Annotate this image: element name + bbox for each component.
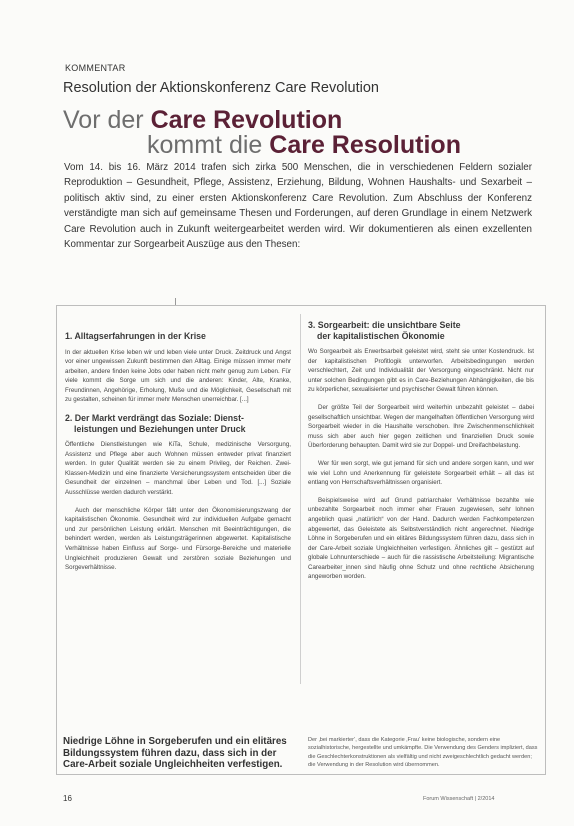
section-heading-1: 1. Alltagserfahrungen in der Krise xyxy=(65,331,206,341)
crop-mark xyxy=(175,298,176,305)
article-subheading: Resolution der Aktionskonferenz Care Revolution xyxy=(63,80,379,96)
title-line-1: Vor der Care Revolution xyxy=(63,106,343,134)
section-3-text-1: Wo Sorgearbeit als Erwerbsarbeit geleistet wird, steht sie unter Kostendruck. Ist der kapitalistischen Profitlogik unterworfen. Arbeitsbedingungen werden verschlechtert, Zeit und Individualität der Versorgung eingeschränkt. Nicht nur unter solchen Bedingungen gibt es in Care-Beziehungen Abhängigkeiten, die bis zu körperlicher, sexualisierter und psychischer Gewalt führen können. xyxy=(308,348,534,394)
page-number: 16 xyxy=(63,794,72,803)
theses-box xyxy=(56,305,546,775)
article-title xyxy=(63,108,461,158)
section-3-text-2: Der größte Teil der Sorgearbeit wird weiterhin unbezahlt geleistet – dabei gesellschaftlich unsichtbar. Wegen der mangelhaften öffentlichen Versorgung wird Sorgearbeit wieder in die Haushalte verschoben. Ihre Zwischenmenschlichkeit muss sich aber auch hier gegen zeitlichen und finanziellen Druck sowie Überforderung behaupten. Damit wird sie zur Doppel- und Dreifachbelastung. xyxy=(308,403,534,450)
section-3-text-4: Beispielsweise wird auf Grund patriarchaler Verhältnisse bezahlte wie unbezahlte Sorgearbeit noch immer eher Frauen zugewiesen, sehr lohnen angeblich quasi „natürlich“ von der Hand. Dadurch werden Fachkompetenzen abgewertet, das Geleistete als Selbstverständlich nicht angerechnet. Niedrige Löhne in Sorgeberufen und ein elitäres Bildungssystem führen dazu, dass sich in der Care-Arbeit soziale Ungleichheiten verfestigen. Ähnliches gilt – gestützt auf globale Lohnunterschiede – auch für die rassistische Arbeitsteilung: Migrantische Carearbeiter_innen sind häufig ohne Schutz und ohne rechtliche Absicherung angeworben worden. xyxy=(308,496,534,581)
section-2-text-1: Öffentliche Dienstleistungen wie KiTa, Schule, medizinische Versorgung, Assistenz und Pflege aber auch Wohnen müssen entweder privat finanziert werden. In guter Qualität werden sie zu einem Privileg, der Reichen. Zwei-Klassen-Medizin und eine finanzierte Versicherungssystem entscheiden über die Gesundheit der einzelnen – manchmal über Leben und Tod. [...] Soziale Ausschlüsse werden dadurch verstärkt. xyxy=(65,441,291,497)
left-column xyxy=(65,331,291,581)
section-heading-3: 3. Sorgearbeit: die unsichtbare Seite der kapitalistischen Ökonomie xyxy=(308,320,461,341)
publication-footer: Forum Wissenschaft | 2/2014 xyxy=(423,796,495,802)
section-1-text: In der aktuellen Krise leben wir und leben viele unter Druck. Zeitdruck und Angst vor einer ungewissen Zukunft bestimmen den Alltag. Einige müssen immer mehr arbeiten, andere finden keine Jobs oder haben nicht mehr genug zum Leben. Für viele kommt die Sorge um sich und die anderen: Kinder, Alte, Kranke, Freundinnen, Angehörige, Erholung, Muße und die Möglichkeit, Gesellschaft mit zu gestalten, scheinen für immer mehr Menschen unerreichbar. [...] xyxy=(65,348,291,404)
column-divider xyxy=(300,314,301,684)
pull-quote: Niedrige Löhne in Sorgeberufen und ein elitäres Bildungssystem führen dazu, dass sich in der Care-Arbeit soziale Ungleichheiten verfestigen. xyxy=(63,736,287,770)
lead-paragraph: Vom 14. bis 16. März 2014 trafen sich zirka 500 Menschen, die in verschiedenen Feldern sozialer Reproduktion – Gesundheit, Pflege, Assistenz, Erziehung, Bildung, Wohnen Haushalts- und Sexarbeit – politisch aktiv sind, zu einer ersten Aktionskonferenz Care Revolution. Zum Abschluss der Konferenz verständigte man sich auf gemeinsame Thesen und Forderungen, auf deren Grundlage in einem Netzwerk Care Revolution auch in Zukunft weitergearbeitet werden wird. Wir dokumentieren als einen exzellenten Kommentar zur Sorgearbeit Auszüge aus den Thesen: xyxy=(64,162,532,251)
footnote: Der ‚bei markierter‘, dass die Kategorie ‚Frau‘ keine biologische, sondern eine sozialhistorische, hergestellte und umkämpfte. Die Verwendung des Genders impliziert, dass die Geschlechterkonstruktionen als vielfältig und nicht zweigeschlechtlich gedacht werden; die Verwendung in der Resolution wird übernommen. xyxy=(308,737,538,769)
section-heading-2: 2. Der Markt verdrängt das Soziale: Dienst- leistungen und Beziehungen unter Druck xyxy=(65,413,246,434)
section-3-text-3: Wer für wen sorgt, wie gut jemand für sich und andere sorgen kann, und wer wie viel Lohn und Anerkennung für geleistete Sorgearbeit erhält – all das ist entlang von Herrschaftsverhältnissen organisiert. xyxy=(308,459,534,487)
right-column xyxy=(308,320,534,590)
section-2-text-2: Auch der menschliche Körper fällt unter den Ökonomisierungszwang der kapitalistischen Ökonomie. Gesundheit wird zur individuellen Aufgabe gemacht und zur persönlichen Leistung erklärt. Menschen mit Beeinträchtigungen, die behindert werden, werden als Leistungsträgerinnen abgewertet. Kapitalistische Verhältnisse haben Einfluss auf Sorge- und Fürsorge-Bereiche und materielle Ungleichheit produzieren Gewalt und zerstören soziale Beziehungen und Sorgeverhältnisse. xyxy=(65,506,291,572)
kicker-label: KOMMENTAR xyxy=(65,63,126,73)
title-line-2: kommt die Care Resolution xyxy=(147,131,461,159)
